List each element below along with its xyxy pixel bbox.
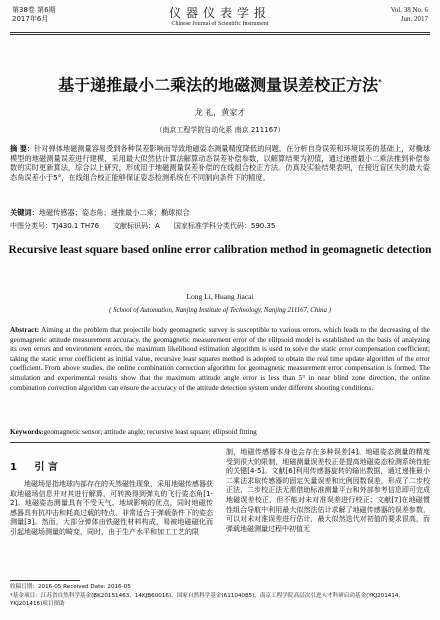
section-title: 引 言 [34,462,58,473]
abstract-cn-text: 针对弹体地磁测量容易受到各种误差影响而导致地磁姿态测量精度降低的问题，在分析自身误差和环境误差的基础上，对椭球模型的地磁测量误差进行建模，采用最大似然估计算法解算动态误差补偿参数，以解算结果为初值，通过递推最小二乘法推到补偿参数的实时更新算法，综合以上研究，形成用于地磁测量误差补偿的在线组合校正方法。仿真及实验结果表明，在接近盲区失的最大姿态角误差小于5°，在线组合校正能够保证姿态检测系统在不同制向条件下的精度。 [10,144,430,182]
keywords-en-label: Keywords: [10,428,44,436]
authors-en: Long Li, Huang Jiacai [186,292,254,301]
footnote-received: 收稿日期：2016-05 Received Date: 2016-05 [10,584,131,590]
title-footnote-mark: * [378,78,382,86]
abstract-en-text: Aiming at the problem that projectile body geomagnetic survey is susceptible to various errors, which leads to the decreasing of the geomagnetic attitude measurement accuracy, the geomagnetic measurement error of the ellipsoid model is established on the basis of analyzing its own errors and environment errors, the maximum likelihood estimation algorithm is used to solve the static error compensation coefficient; taking the static error coefficient as initial value, recursive least squares method is adopted to obtain the real time update algorithm of the error coefficient. From above studies, the online combination correction algorithm for geomagnetic measurement error compensation is formed. The simulation and experimental results show that the maximum attitude angle error is less than 5° in near blind zone direction, the online combination correction algorithm can ensure the accuracy of the attitude detection system under different shooting conditions. [10,326,430,392]
abstract-en-label: Abstract: [10,326,40,334]
header-vol-cn: 第38卷 第6期 [12,6,56,14]
journal-title-cn: 仪器仪表学报 [168,6,271,20]
keywords-cn-label: 关键词： [10,208,39,217]
keywords-en-text: geomagnetic sensor; attitude angle; recursive least square; ellipsoid fitting [43,428,257,436]
title-cn-text: 基于递推最小二乘法的地磁测量误差校正方法 [58,75,379,95]
body-left-text: 地磁场是指地球内部存在的天然磁性现象，采用地磁传感器获取地磁场信息并对其进行解算，可转换得到弹丸的飞行姿态角[1-2]。地磁姿态测量具有不受天气、地域影响的优点，同时地磁传感器具有抗冲击和耗高过载的特点，非常适合于弹载条件下的姿态测量[3]。然而，大部分弹体由铁磁性材料构成，易被地磁磁化而引起地磁场测量的畸变，同时，由于生产水平和加工工艺的限 [10,480,213,536]
header-rule [10,32,430,33]
abstract-en [10,326,430,393]
authors-cn: 龙 礼，黄家才 [194,108,246,117]
paper-title-cn [0,72,440,95]
affiliation-cn: （南京工程学院自动化系 南京 211167） [155,126,285,134]
affiliation-en: ( School of Automation, Nanjing Institute of Technology, Nanjing 211167, China ) [109,307,331,314]
subject-code: 国家标准学科分类代码：590.35 [173,222,276,230]
keywords-cn [10,208,430,218]
body-left-column [10,480,213,538]
classification-row [10,222,430,231]
body-right-text: 制，地磁传感器本身也会存在多种误差[4]。地磁姿态测量的精度受到很大的限制，地磁测量误差校正是提高地磁姿态检测系统性能的关键[4-5]。文献[6]利用传感器旋转的输出数据，通过递推最小二乘法求取传感器的固定矢量误差和比例因数误差，形成了二步校正法，二步校正法无需借助标准测量平台和外部参考信息即可完成地磁误差校正，但不能对未对准误差进行校正；文献[7]在地磁惯性组合导航中利用最大似然法估计求解了地磁传感器的误差参数，可以对未对准误差进行估计，最大似然迭代对初值的要求很高，而弹载地磁测量过程中初值无 [226,448,430,533]
header-rule-thin [10,34,430,35]
header-volume-en [391,6,428,24]
abstract-cn-label: 摘 要： [10,144,35,153]
paper-title-en: Recursive least square based online error calibration method in geomagnetic detection [8,244,432,256]
abstract-rule [10,442,430,443]
section-heading [10,462,58,474]
keywords-cn-text: 地磁传感器；姿态角；递推最小二乘；椭球拟合 [38,208,190,217]
abstract-cn [10,144,430,182]
section-number: 1 [10,462,17,473]
header-date-cn: 2017年6月 [12,15,49,23]
journal-title-en: Chinese Journal of Scientific Instrument [171,21,269,27]
header-vol-en: Vol. 38 No. 6 [390,6,428,14]
document-code: 文献标识码：A [113,222,160,230]
header-date-en: Jun. 2017 [400,15,428,23]
footnote-fund: *基金项目：江苏省自然科学基金(BK20151463、14KJB60016)、国家自然科学基金(61104085)、南京工程学院高层次引进人才科研启动基金(YKJ201414、YKJ201416)项目资助 [10,593,405,607]
footnote-rule [10,580,80,581]
clc-number: 中图分类号：TJ430.1 TH76 [10,222,100,230]
header-journal [0,6,440,28]
body-right-column [226,448,430,534]
keywords-en [10,428,430,438]
